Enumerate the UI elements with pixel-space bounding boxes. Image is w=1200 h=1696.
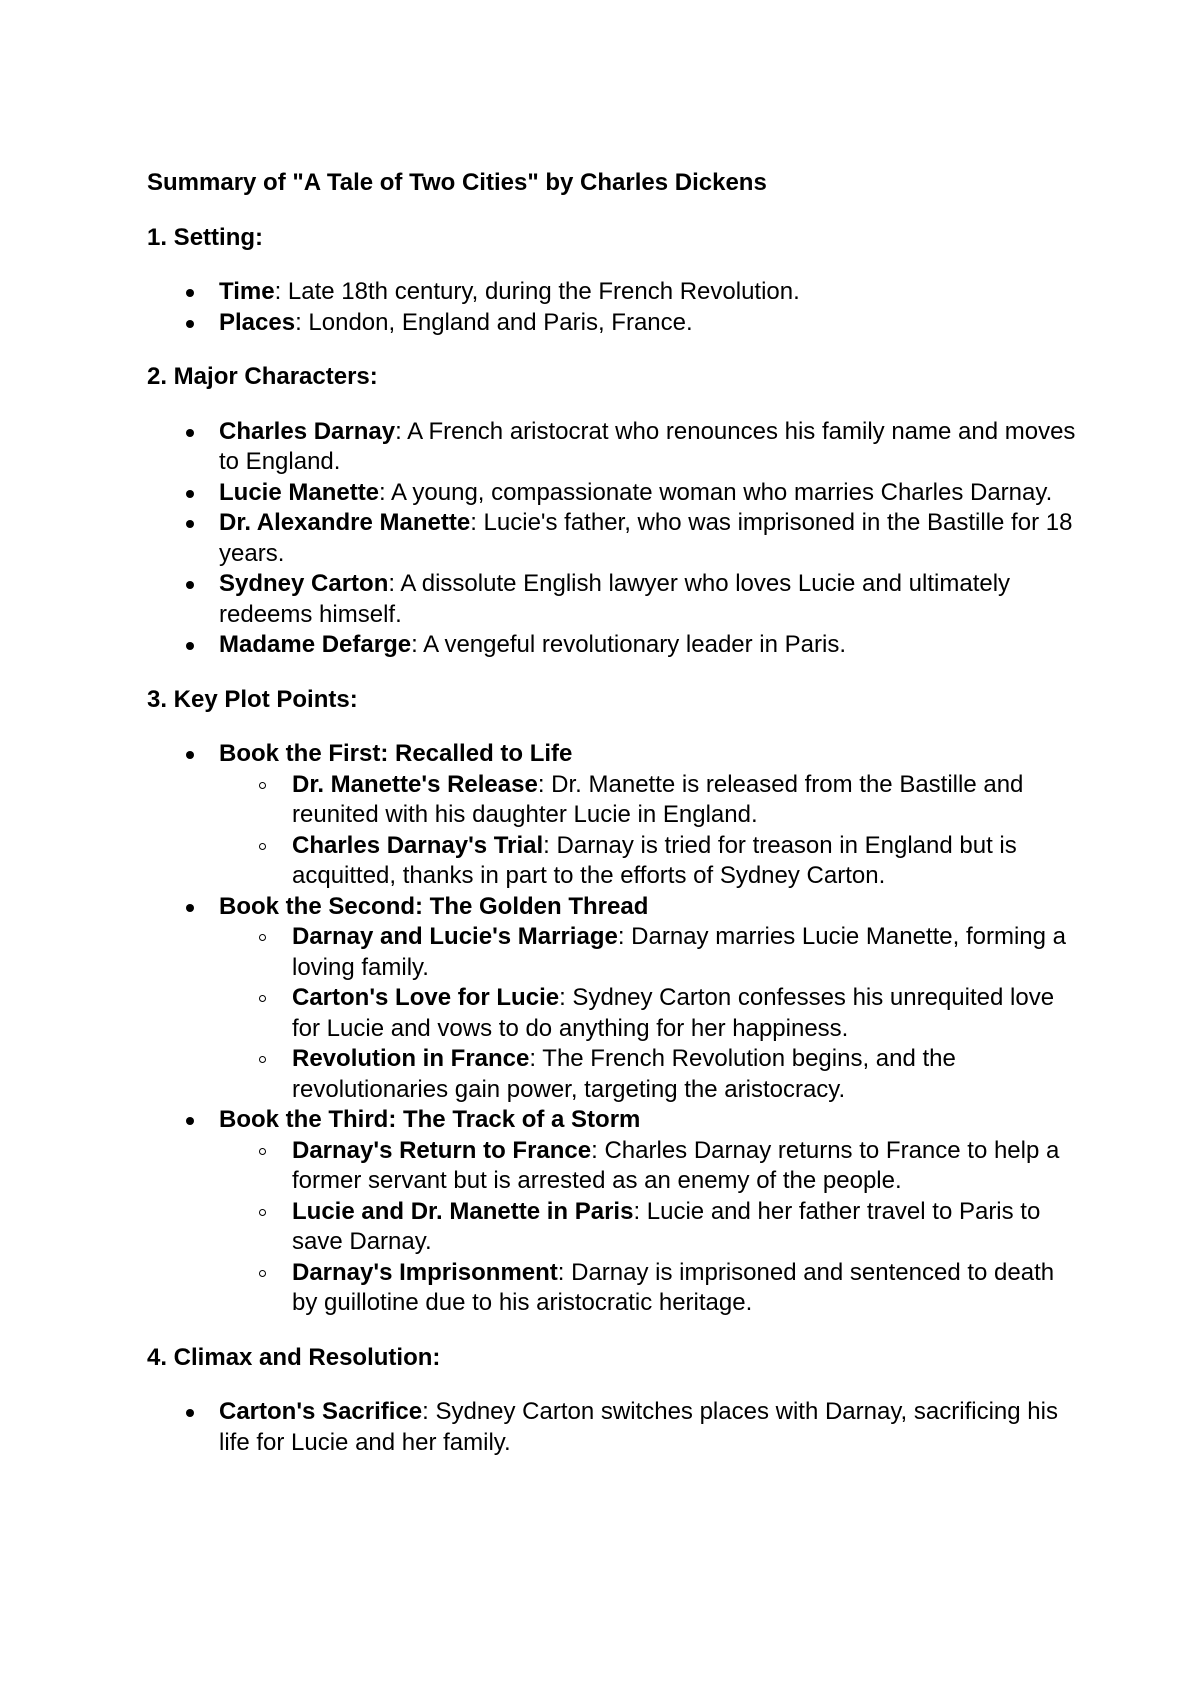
item-text: : A vengeful revolutionary leader in Paris. — [411, 631, 846, 658]
item-text: : A young, compassionate woman who marries Charles Darnay. — [379, 478, 1053, 506]
section-heading-characters: 2. Major Characters: — [147, 363, 378, 390]
item-term: Madame Defarge — [219, 631, 412, 658]
item-term: Darnay's Return to France — [292, 1136, 592, 1164]
list-item — [219, 508, 1082, 569]
sub-list-item — [292, 831, 1082, 892]
item-term: Charles Darnay — [219, 417, 396, 445]
item-text: : Lucie's father, who was imprisoned in the Bastille for 18 years. — [219, 509, 1073, 567]
item-term: Charles Darnay's Trial — [292, 831, 544, 859]
item-term: Dr. Alexandre Manette — [219, 509, 471, 536]
sub-list — [219, 1136, 1082, 1319]
section-heading-setting: 1. Setting: — [147, 223, 264, 251]
plot-list — [147, 739, 1082, 1319]
section-heading-climax: 4. Climax and Resolution: — [147, 1343, 441, 1371]
list-item-book — [219, 892, 1082, 1106]
list-item — [219, 417, 1082, 478]
item-text: : Lucie and her father travel to Paris to save Darnay. — [292, 1197, 1041, 1255]
item-text: : Darnay is tried for treason in England but is acquitted, thanks in part to the efforts of Sydney Carton. — [292, 831, 1017, 889]
item-text: : London, England and Paris, France. — [295, 308, 693, 336]
sub-list — [219, 922, 1082, 1105]
sub-list-item — [292, 1258, 1082, 1319]
item-term: Darnay's Imprisonment — [292, 1258, 558, 1286]
item-text: : Dr. Manette is released from the Bastille and reunited with his daughter Lucie in England. — [292, 770, 1024, 828]
item-text: : A dissolute English lawyer who loves Lucie and ultimately redeems himself. — [219, 570, 1011, 628]
list-item — [219, 277, 1082, 308]
list-item-book — [219, 739, 1082, 892]
list-item-book — [219, 1105, 1082, 1319]
book-title: Book the Second: The Golden Thread — [219, 892, 649, 920]
item-text: : The French Revolution begins, and the revolutionaries gain power, targeting the aristocracy. — [292, 1045, 956, 1103]
item-term: Sydney Carton — [219, 570, 389, 597]
section-heading-plot: 3. Key Plot Points: — [147, 685, 358, 713]
item-term: Carton's Sacrifice — [219, 1398, 423, 1425]
list-item — [219, 630, 1082, 661]
climax-list — [147, 1397, 1082, 1458]
item-term: Places — [219, 308, 296, 336]
item-text: : A French aristocrat who renounces his family name and moves to England. — [219, 417, 1076, 475]
list-item — [219, 478, 1082, 509]
characters-list — [147, 417, 1082, 661]
sub-list — [219, 770, 1082, 892]
item-text: : Darnay is imprisoned and sentenced to death by guillotine due to his aristocratic heritage. — [292, 1258, 1055, 1316]
item-term: Lucie Manette — [219, 478, 380, 506]
sub-list-item — [292, 983, 1082, 1044]
item-text: : Late 18th century, during the French Revolution. — [274, 278, 800, 305]
item-term: Dr. Manette's Release — [292, 770, 538, 798]
book-title: Book the First: Recalled to Life — [219, 740, 573, 767]
item-text: : Charles Darnay returns to France to help a former servant but is arrested as an enemy of the people. — [292, 1136, 1060, 1194]
document-page — [147, 168, 1082, 1482]
item-term: Revolution in France — [292, 1045, 530, 1072]
item-term: Time — [219, 278, 275, 305]
document-title: Summary of "A Tale of Two Cities" by Charles Dickens — [147, 169, 767, 196]
book-title: Book the Third: The Track of a Storm — [219, 1106, 641, 1133]
list-item — [219, 1397, 1082, 1458]
setting-list — [147, 277, 1082, 338]
sub-list-item — [292, 770, 1082, 831]
item-text: : Darnay marries Lucie Manette, forming a loving family. — [292, 923, 1067, 981]
item-term: Carton's Love for Lucie — [292, 984, 560, 1011]
item-term: Lucie and Dr. Manette in Paris — [292, 1197, 634, 1225]
list-item — [219, 569, 1082, 630]
sub-list-item — [292, 1197, 1082, 1258]
sub-list-item — [292, 922, 1082, 983]
item-term: Darnay and Lucie's Marriage — [292, 923, 618, 950]
sub-list-item — [292, 1044, 1082, 1105]
item-text: : Sydney Carton switches places with Darnay, sacrificing his life for Lucie and her family. — [219, 1398, 1058, 1456]
list-item — [219, 308, 1082, 339]
item-text: : Sydney Carton confesses his unrequited love for Lucie and vows to do anything for her happiness. — [292, 984, 1055, 1042]
sub-list-item — [292, 1136, 1082, 1197]
